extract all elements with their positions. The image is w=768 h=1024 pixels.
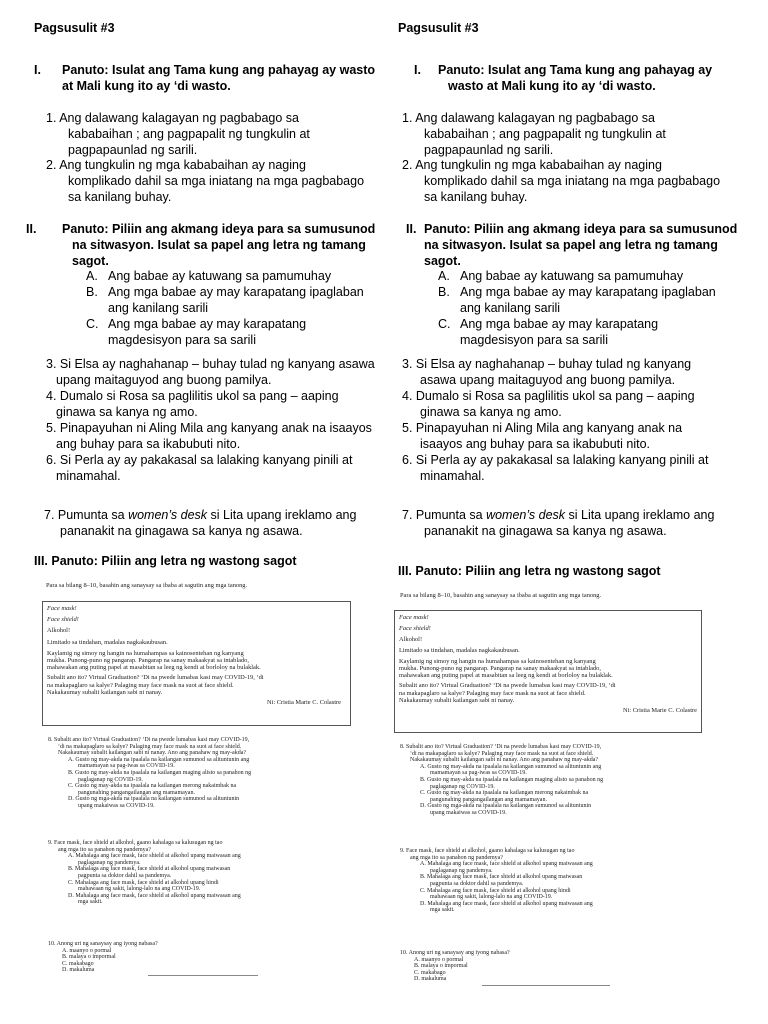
choice-c: C. Ang mga babae ay may karapatang magdesisyon para sa sarili xyxy=(438,317,659,347)
question-1: 1. Ang dalawang kalagayan ng pagbabago sa kababaihan ; ang pagpapalit ng tungkulin at pagpapaunlad ng sarili. xyxy=(402,111,666,157)
choice-c: C. Ang mga babae ay may karapatang magdesisyon para sa sarili xyxy=(86,317,307,347)
choice-a: A. Ang babae ay katuwang sa pamumuhay xyxy=(86,269,332,283)
question-5: 5. Pinapayuhan ni Aling Mila ang kanyang anak na isaayos ang buhay para sa ikabubuti nito. xyxy=(46,421,372,451)
question-7: 7. Pumunta sa women’s desk si Lita upang ireklamo ang pananakit na ginagawa sa kanya ng asawa. xyxy=(402,508,715,538)
part2-number: II. xyxy=(26,222,37,236)
quiz-title: Pagsusulit #3 xyxy=(34,21,115,35)
part1-number: I. xyxy=(34,63,41,77)
question-9: 9. Face mask, face shield at alkohol, gaano kahalaga sa kalusugan ng tao ang mga ito sa panahon ng pandemya? A. Mahalaga ang face mask, face shield at alkohol upang maiwasan ang paglaganap ng pandemya. B. Mahalaga ang face mask, face shield at alkohol upang maiwasan pagpunta sa doktor dahil sa pandemya. C. Mahalaga ang face mask, face shield at alkohol upang hindi mahawaan ng sakit, lalong-lalo na ang COVID-19. D. Mahalaga ang face mask, face shield at alkohol upang maiwasan ang mga sakit. xyxy=(48,840,241,906)
part2-instruction: Panuto: Piliin ang akmang ideya para sa sumusunod na sitwasyon. Isulat sa papel ang letra ng tamang sagot. xyxy=(424,222,738,268)
answer-line xyxy=(482,985,610,986)
question-5: 5. Pinapayuhan ni Aling Mila ang kanyang anak na isaayos ang buhay para sa ikabubuti nito. xyxy=(402,421,683,451)
question-10: 10. Anong uri ng sanaysay ang iyong nabasa? A. maanyo o pormal B. malaya o impormal C. makabago D. makaluma xyxy=(48,941,158,974)
answer-line xyxy=(148,975,258,976)
quiz-copy-right xyxy=(384,0,768,1024)
question-2: 2. Ang tungkulin ng mga kababaihan ay naging komplikado dahil sa mga iniatang na mga pagbabago sa kanilang buhay. xyxy=(402,158,721,204)
part3-heading: III. Panuto: Piliin ang letra ng wastong sagot xyxy=(398,564,661,578)
essay-box: Face mask! Face shield! Alkohol! Limitado sa tindahan, madalas nagkakaubusan. Kaylamig ng simoy ng hangin na humahampas sa kainosentehan ng kanyang mukha. Punong-puno ng pangarap. Pangarap na sanay makaakyat sa intablado, mahawakan ang puting papel at masabitan sa leeg ng kendi at borloloy na bulaklak. Subalit ano ito? Virtual Graduation? ‘Di na pwede lumabas kasi may COVID-19, ‘di na makapaglaro sa kalye? Palaging may face mask na suot at face shield. Nakakaumay subalit kailangan sabi ni nanay. Ni: Cristia Marie C. Colastre xyxy=(42,601,351,726)
choice-a: A. Ang babae ay katuwang sa pamumuhay xyxy=(438,269,684,283)
essay-intro: Para sa bilang 8–10, basahin ang sanaysay sa ibaba at sagutin ang mga tanong. xyxy=(400,592,602,599)
question-9: 9. Face mask, face shield at alkohol, gaano kahalaga sa kalusugan ng tao ang mga ito sa panahon ng pandemya? A. Mahalaga ang face mask, face shield at alkohol upang maiwasan ang paglaganap ng pandemya. B. Mahalaga ang face mask, face shield at alkohol upang maiwasan pagpunta sa doktor dahil sa pandemya. C. Mahalaga ang face mask, face shield at alkohol upang hindi mahawaan ng sakit, lalong-lalo na ang COVID-19. D. Mahalaga ang face mask, face shield at alkohol upang maiwasan ang mga sakit. xyxy=(400,848,593,914)
part2-instruction: Panuto: Piliin ang akmang ideya para sa sumusunod na sitwasyon. Isulat sa papel ang letra ng tamang sagot. xyxy=(62,222,376,268)
quiz-title: Pagsusulit #3 xyxy=(398,21,479,35)
part2-number: II. xyxy=(406,222,417,236)
question-8: 8. Subalit ano ito? Virtual Graduation? ‘Di na pwede lumabas kasi may COVID-19, ‘di na makapaglaro sa kalye? Palaging may face mask na suot at face shield. Nakakaumay subalit kailangan sabi ni nanay. Ano ang panahaw ng may-akda? A. Gusto ng may-akda na ipaalala na kailangan sumunod sa alituntunin ang mamamayan sa pag-iwas sa COVID-19. B. Gusto ng may-akda na ipaalala na kailangan maging alisto sa panahon ng paglaganap ng COVID-19. C. Gusto ng may-akda na ipaalala na kailangan merong nakaimbak na pangunahing pangangailangan ang mamamayan. D. Gusto ng mga-akda na ipaalala na kailangan sumunod sa alituntunin upang makaiwas sa COVID-19. xyxy=(400,744,604,816)
question-6: 6. Si Perla ay ay pakakasal sa lalaking kanyang pinili at minamahal. xyxy=(402,453,709,483)
question-10: 10. Anong uri ng sanaysay ang iyong nabasa? A. maanyo o pormal B. malaya o impormal C. makabago D. makaluma xyxy=(400,950,510,983)
choice-b: B. Ang mga babae ay may karapatang ipaglaban ang kanilang sarili xyxy=(438,285,716,315)
essay-intro: Para sa bilang 8–10, basahin ang sanaysay sa ibaba at sagutin ang mga tanong. xyxy=(46,582,248,589)
part3-heading: III. Panuto: Piliin ang letra ng wastong sagot xyxy=(34,554,297,568)
question-4: 4. Dumalo si Rosa sa paglilitis ukol sa pang – aaping ginawa sa kanya ng amo. xyxy=(46,389,339,419)
question-8: 8. Subalit ano ito? Virtual Graduation? ‘Di na pwede lumabas kasi may COVID-19, ‘di na makapaglaro sa kalye? Palaging may face mask na suot at face shield. Nakakaumay subalit kailangan sabi ni nanay. Ano ang panahaw ng may-akda? A. Gusto ng may-akda na ipaalala na kailangan sumunod sa alituntunin ang mamamayan sa pag-iwas sa COVID-19. B. Gusto ng may-akda na ipaalala na kailangan maging alisto sa panahon ng paglaganap ng COVID-19. C. Gusto ng may-akda na ipaalala na kailangan merong nakaimbak na pangunahing pangangailangan ang mamamayan. D. Gusto ng mga-akda na ipaalala na kailangan sumunod sa alituntunin upang makaiwas sa COVID-19. xyxy=(48,737,252,809)
choice-list xyxy=(438,268,716,348)
part1-number: I. xyxy=(414,63,421,77)
choice-list xyxy=(86,268,364,348)
question-6: 6. Si Perla ay ay pakakasal sa lalaking kanyang pinili at minamahal. xyxy=(46,453,353,483)
question-4: 4. Dumalo si Rosa sa paglilitis ukol sa pang – aaping ginawa sa kanya ng amo. xyxy=(402,389,695,419)
part1-instruction: Panuto: Isulat ang Tama kung ang pahayag ay wasto at Mali kung ito ay ‘di wasto. xyxy=(438,63,713,93)
choice-b: B. Ang mga babae ay may karapatang ipaglaban ang kanilang sarili xyxy=(86,285,364,315)
part1-instruction: Panuto: Isulat ang Tama kung ang pahayag ay wasto at Mali kung ito ay ‘di wasto. xyxy=(62,63,376,93)
question-3: 3. Si Elsa ay naghahanap – buhay tulad ng kanyang asawa upang maitaguyod ang buong pamilya. xyxy=(402,357,692,387)
essay-box: Face mask! Face shield! Alkohol! Limitado sa tindahan, madalas nagkakaubusan. Kaylamig ng simoy ng hangin na humahampas sa kainosentehan ng kanyang mukha. Punong-puno ng pangarap. Pangarap na sanay makaakyat sa intablado, mahawakan ang puting papel at masabitan sa leeg ng kendi at borloloy na bulaklak. Subalit ano ito? Virtual Graduation? ‘Di na pwede lumabas kasi may COVID-19, ‘di na makapaglaro sa kalye? Palaging may face mask na suot at face shield. Nakakaumay subalit kailangan sabi ni nanay. Ni: Cristia Marie C. Colastre xyxy=(394,610,702,733)
question-1: 1. Ang dalawang kalagayan ng pagbabago sa kababaihan ; ang pagpapalit ng tungkulin at pagpapaunlad ng sarili. xyxy=(46,111,310,157)
question-2: 2. Ang tungkulin ng mga kababaihan ay naging komplikado dahil sa mga iniatang na mga pagbabago sa kanilang buhay. xyxy=(46,158,365,204)
question-3: 3. Si Elsa ay naghahanap – buhay tulad ng kanyang asawa upang maitaguyod ang buong pamilya. xyxy=(46,357,375,387)
question-7: 7. Pumunta sa women’s desk si Lita upang ireklamo ang pananakit na ginagawa sa kanya ng asawa. xyxy=(44,508,357,538)
